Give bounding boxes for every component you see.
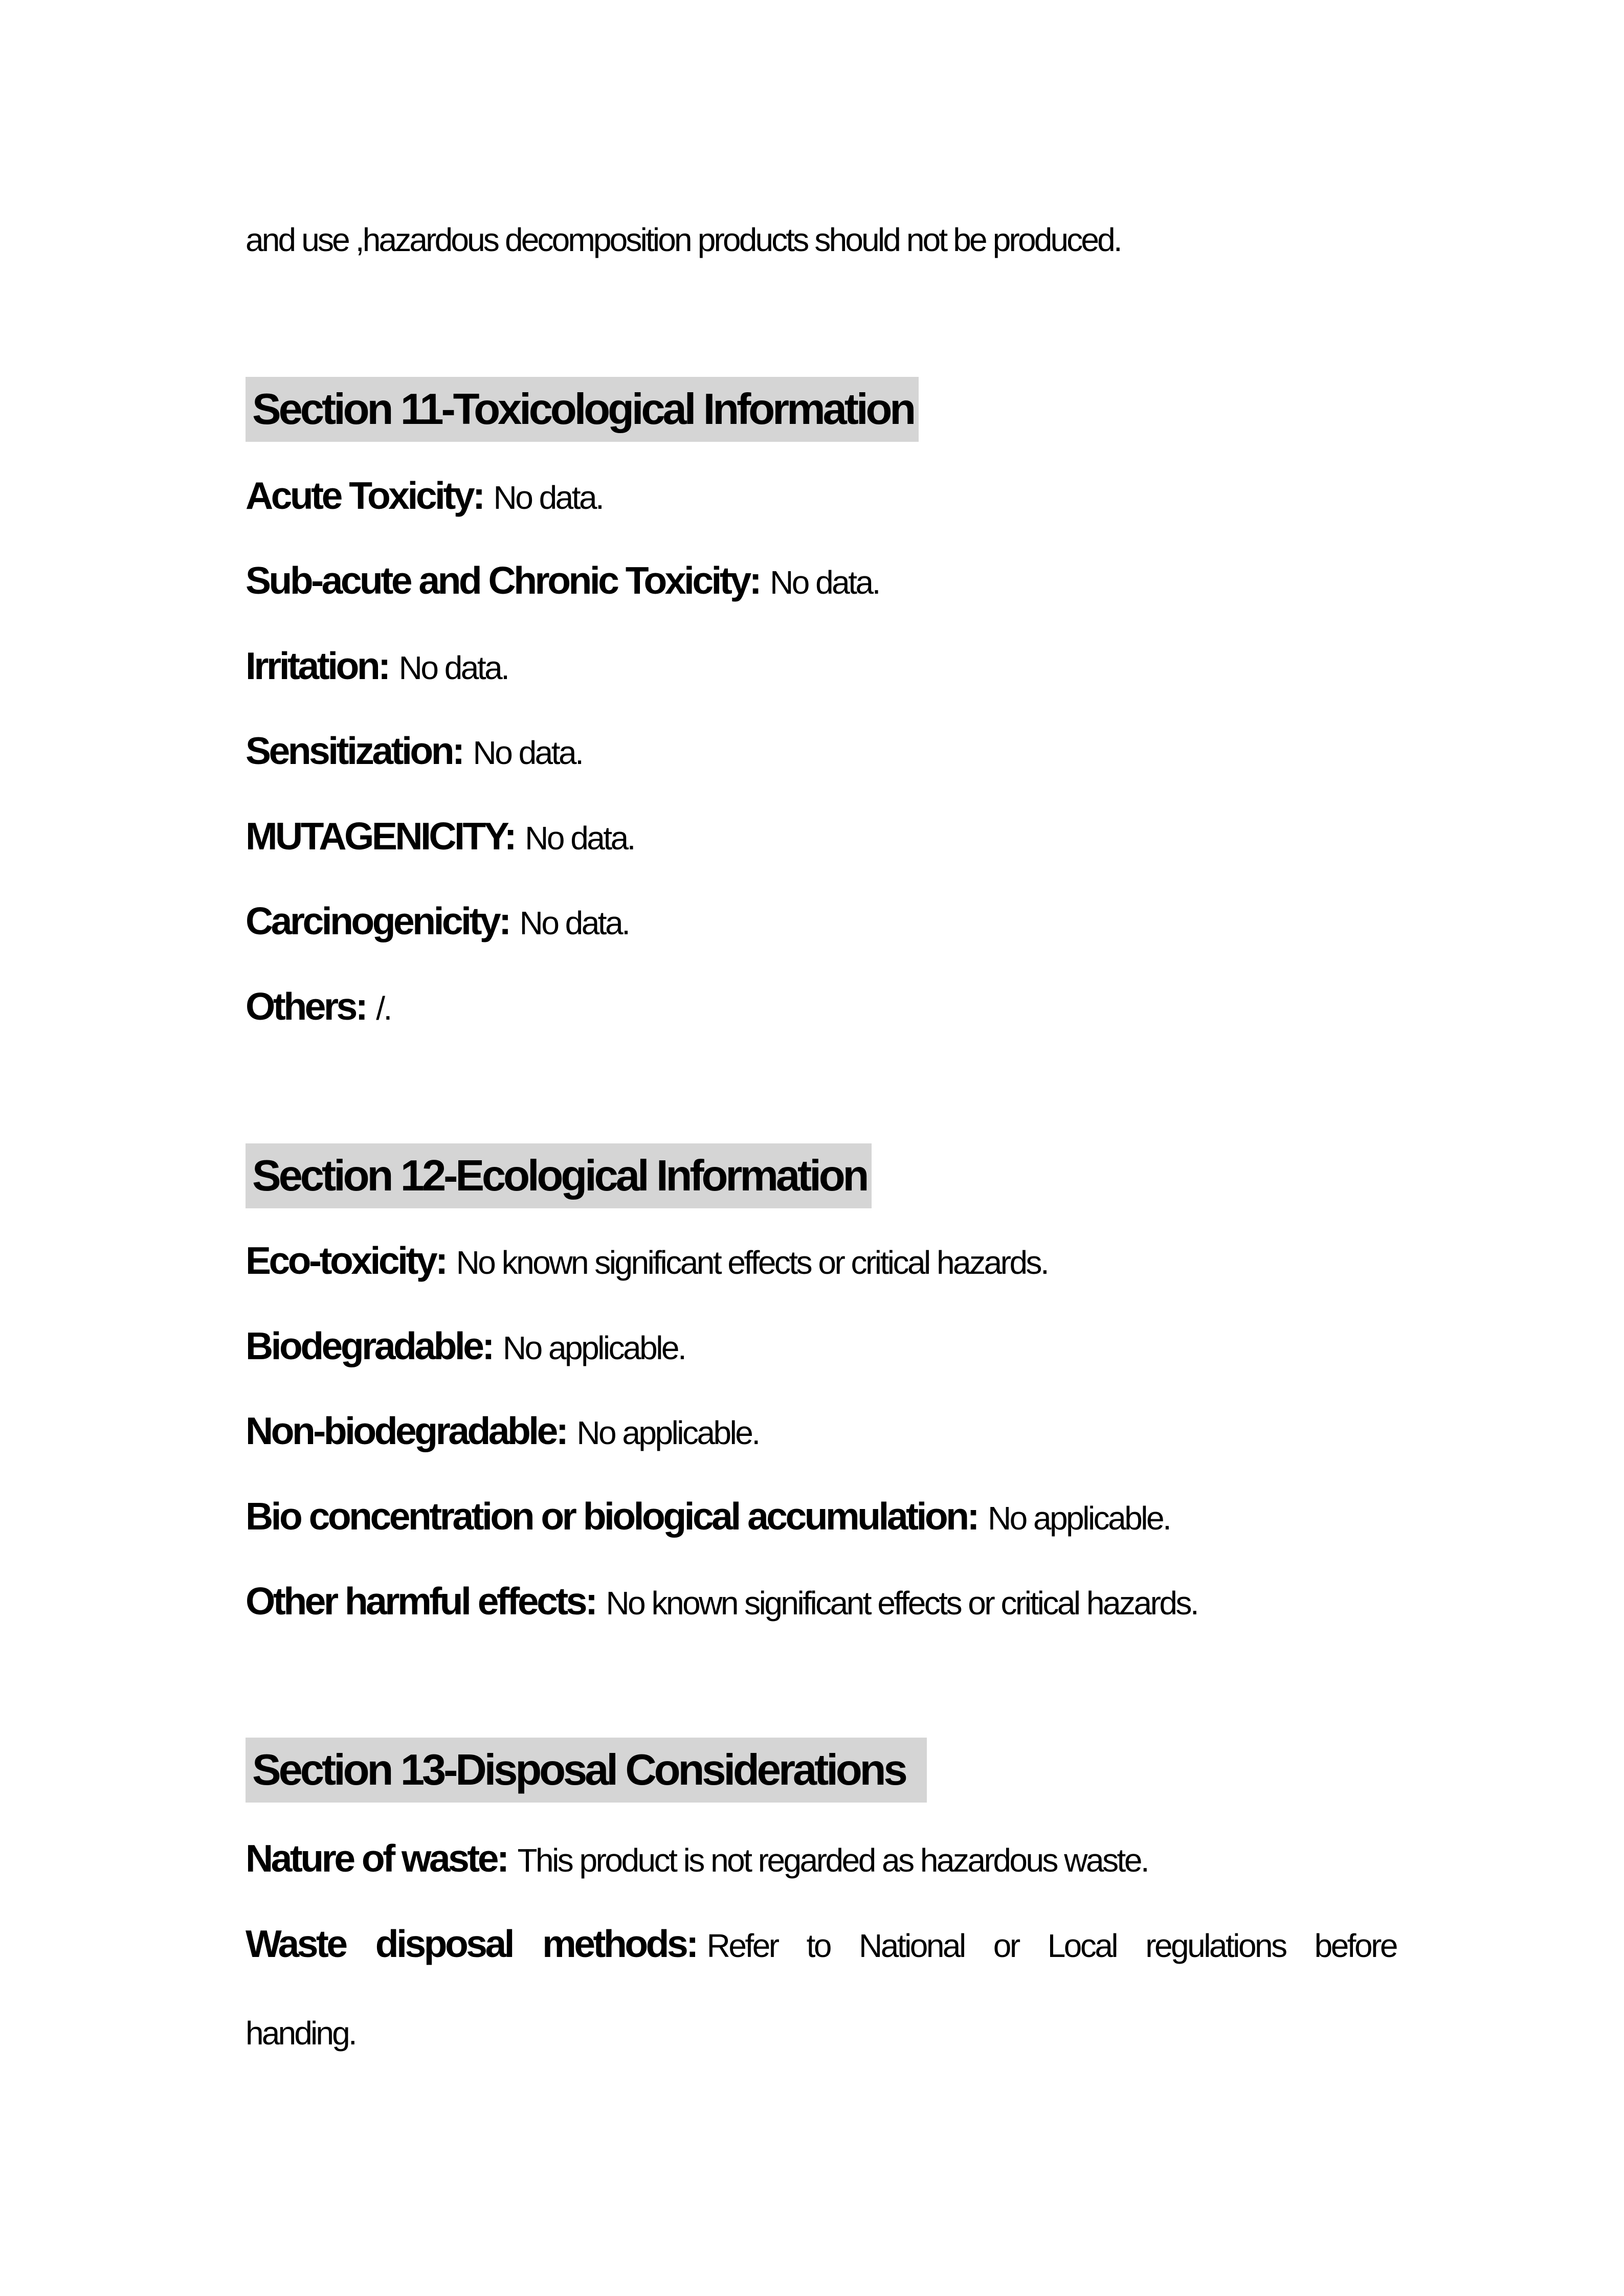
others-label: Others: bbox=[246, 985, 366, 1028]
others-value: /. bbox=[376, 990, 391, 1027]
eco-toxicity-label: Eco-toxicity: bbox=[246, 1239, 446, 1282]
field-bio-concentration bbox=[246, 1493, 1170, 1542]
field-other-harmful-effects bbox=[246, 1578, 1197, 1627]
mutagenicity-label: MUTAGENICITY: bbox=[246, 815, 515, 858]
field-biodegradable bbox=[246, 1322, 685, 1371]
non-biodegradable-label: Non-biodegradable: bbox=[246, 1409, 567, 1452]
field-eco-toxicity bbox=[246, 1237, 1048, 1286]
field-irritation bbox=[246, 642, 508, 691]
field-waste-disposal-methods bbox=[246, 1920, 1396, 1969]
acute-toxicity-value: No data. bbox=[493, 479, 603, 516]
waste-disposal-methods-label: Waste disposal methods: bbox=[246, 1922, 697, 1965]
nature-of-waste-value: This product is not regarded as hazardous waste. bbox=[517, 1842, 1148, 1879]
intro-paragraph: and use ,hazardous decomposition products should not be produced. bbox=[246, 221, 1121, 258]
section-13-title: Section 13-Disposal Considerations bbox=[246, 1738, 927, 1803]
field-non-biodegradable bbox=[246, 1407, 759, 1456]
section-12-heading bbox=[246, 1143, 872, 1208]
waste-disposal-methods-value: Refer to National or Local regulations before bbox=[706, 1927, 1396, 1964]
irritation-value: No data. bbox=[398, 649, 508, 686]
section-13-heading bbox=[246, 1738, 927, 1803]
biodegradable-value: No applicable. bbox=[502, 1330, 685, 1366]
non-biodegradable-value: No applicable. bbox=[576, 1414, 759, 1451]
other-harmful-effects-label: Other harmful effects: bbox=[246, 1580, 596, 1623]
bio-concentration-value: No applicable. bbox=[987, 1500, 1170, 1537]
field-carcinogenicity bbox=[246, 897, 629, 947]
field-sensitization bbox=[246, 727, 582, 776]
sensitization-label: Sensitization: bbox=[246, 729, 463, 772]
eco-toxicity-value: No known significant effects or critical hazards. bbox=[456, 1244, 1048, 1281]
field-acute-toxicity bbox=[246, 472, 603, 521]
field-others bbox=[246, 983, 391, 1032]
field-subacute-chronic-toxicity bbox=[246, 557, 879, 606]
other-harmful-effects-value: No known significant effects or critical hazards. bbox=[606, 1585, 1198, 1622]
section-12-title: Section 12-Ecological Information bbox=[246, 1143, 872, 1208]
biodegradable-label: Biodegradable: bbox=[246, 1324, 493, 1367]
subacute-chronic-toxicity-label: Sub-acute and Chronic Toxicity: bbox=[246, 559, 760, 602]
bio-concentration-label: Bio concentration or biological accumulation: bbox=[246, 1495, 977, 1538]
section-11-heading bbox=[246, 377, 919, 442]
mutagenicity-value: No data. bbox=[525, 820, 634, 857]
section-11-title: Section 11-Toxicological Information bbox=[246, 377, 919, 442]
carcinogenicity-value: No data. bbox=[519, 905, 629, 941]
subacute-chronic-toxicity-value: No data. bbox=[770, 564, 879, 601]
field-nature-of-waste bbox=[246, 1835, 1148, 1884]
acute-toxicity-label: Acute Toxicity: bbox=[246, 474, 483, 517]
nature-of-waste-label: Nature of waste: bbox=[246, 1837, 507, 1880]
waste-disposal-methods-continuation: handing. bbox=[246, 2015, 355, 2052]
carcinogenicity-label: Carcinogenicity: bbox=[246, 899, 509, 942]
irritation-label: Irritation: bbox=[246, 644, 389, 687]
field-mutagenicity bbox=[246, 813, 634, 862]
sensitization-value: No data. bbox=[473, 734, 583, 771]
